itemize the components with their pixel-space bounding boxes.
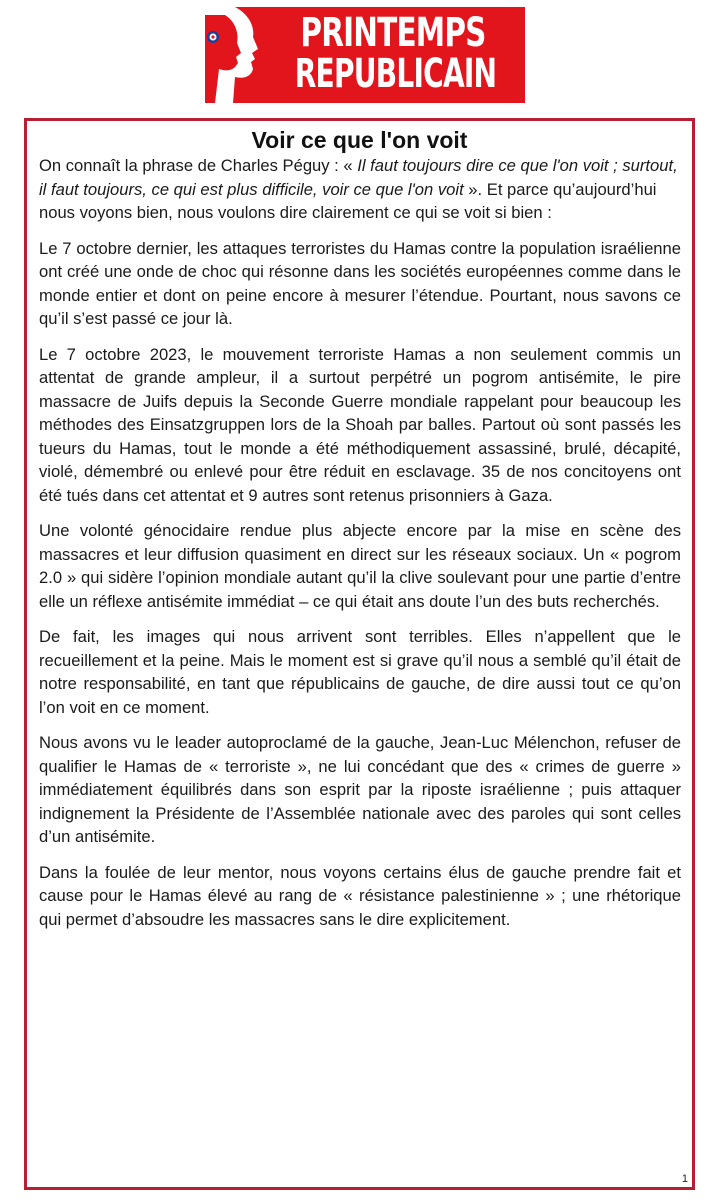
paragraph: Le 7 octobre dernier, les attaques terroristes du Hamas contre la population israélienne ont créé une onde de choc qui résonne dans les sociétés européennes comme dans le monde entier et dont on peine encore à mesurer l’étendue. Pourtant, nous savons ce qu’il s’est passé ce jour là. bbox=[39, 238, 681, 328]
page-number: 1 bbox=[681, 1173, 688, 1185]
brand-line-2: REPUBLICAIN bbox=[294, 51, 497, 97]
brand-wordmark bbox=[267, 10, 519, 97]
paragraph: Nous avons vu le leader autoproclamé de la gauche, Jean-Luc Mélenchon, refuser de qualifier le Hamas de « terroriste », ne lui concédant que des « crimes de guerre » immédiatement équilibrés dans son esprit par la riposte israélienne ; puis attaquer indignement la Présidente de l’Assemblée nationale avec des paroles qui sont celles d’un antisémite. bbox=[39, 733, 681, 846]
article-body bbox=[39, 154, 681, 931]
intro-before-quote: On connaît la phrase de Charles Péguy : « bbox=[39, 156, 358, 175]
paragraph: Le 7 octobre 2023, le mouvement terroriste Hamas a non seulement commis un attentat de grande ampleur, il a surtout perpétré un pogrom antisémite, le pire massacre de Juifs depuis la Seconde Guerre mondiale rappelant pour beaucoup les méthodes des Einsatzgruppen lors de la Shoah par balles. Partout où sont passés les tueurs du Hamas, tout le monde a été méthodiquement assassiné, brulé, décapité, violé, démembré ou enlevé pour être réduit en esclavage. 35 de nos concitoyens ont été tués dans cet attentat et 9 autres sont retenus prisonniers à Gaza. bbox=[39, 344, 681, 505]
article-title: Voir ce que l'on voit bbox=[251, 127, 468, 153]
paragraph: De fait, les images qui nous arrivent sont terribles. Elles n’appellent que le recueillement et la peine. Mais le moment est si grave qu’il nous a semblé qu’il était de notre responsabilité, en tant que républicains de gauche, de dire aussi tout ce qu’on l’on voit en ce moment. bbox=[39, 627, 681, 717]
paragraph: Une volonté génocidaire rendue plus abjecte encore par la mise en scène des massacres et leur diffusion quasiment en direct sur les réseaux sociaux. Un « pogrom 2.0 » qui sidère l’opinion mondiale autant qu’il la clive soulevant pour une partie d’entre elle un réflexe antisémite immédiat – ce qui était ans doute l’un des buts recherchés. bbox=[39, 521, 681, 611]
paragraph: Dans la foulée de leur mentor, nous voyons certains élus de gauche prendre fait et cause pour le Hamas élevé au rang de « résistance palestinienne » ; une rhétorique qui permet d’absoudre les massacres sans le dire explicitement. bbox=[39, 862, 681, 929]
intro-paragraph bbox=[39, 154, 681, 225]
intro-after-quote: ». Et parce qu’aujourd’hui nous voyons bien, nous voulons dire clairement ce qui se voit si bien : bbox=[39, 179, 657, 222]
brand-line-1: PRINTEMPS bbox=[300, 10, 486, 56]
marianne-profile-icon bbox=[205, 7, 263, 103]
peguy-quote: Il faut toujours dire ce que l'on voit ; surtout, il faut toujours, ce qui est plus difficile, voir ce que l'on voit bbox=[39, 156, 678, 199]
article-frame bbox=[24, 118, 695, 1190]
brand-logo bbox=[205, 7, 525, 103]
